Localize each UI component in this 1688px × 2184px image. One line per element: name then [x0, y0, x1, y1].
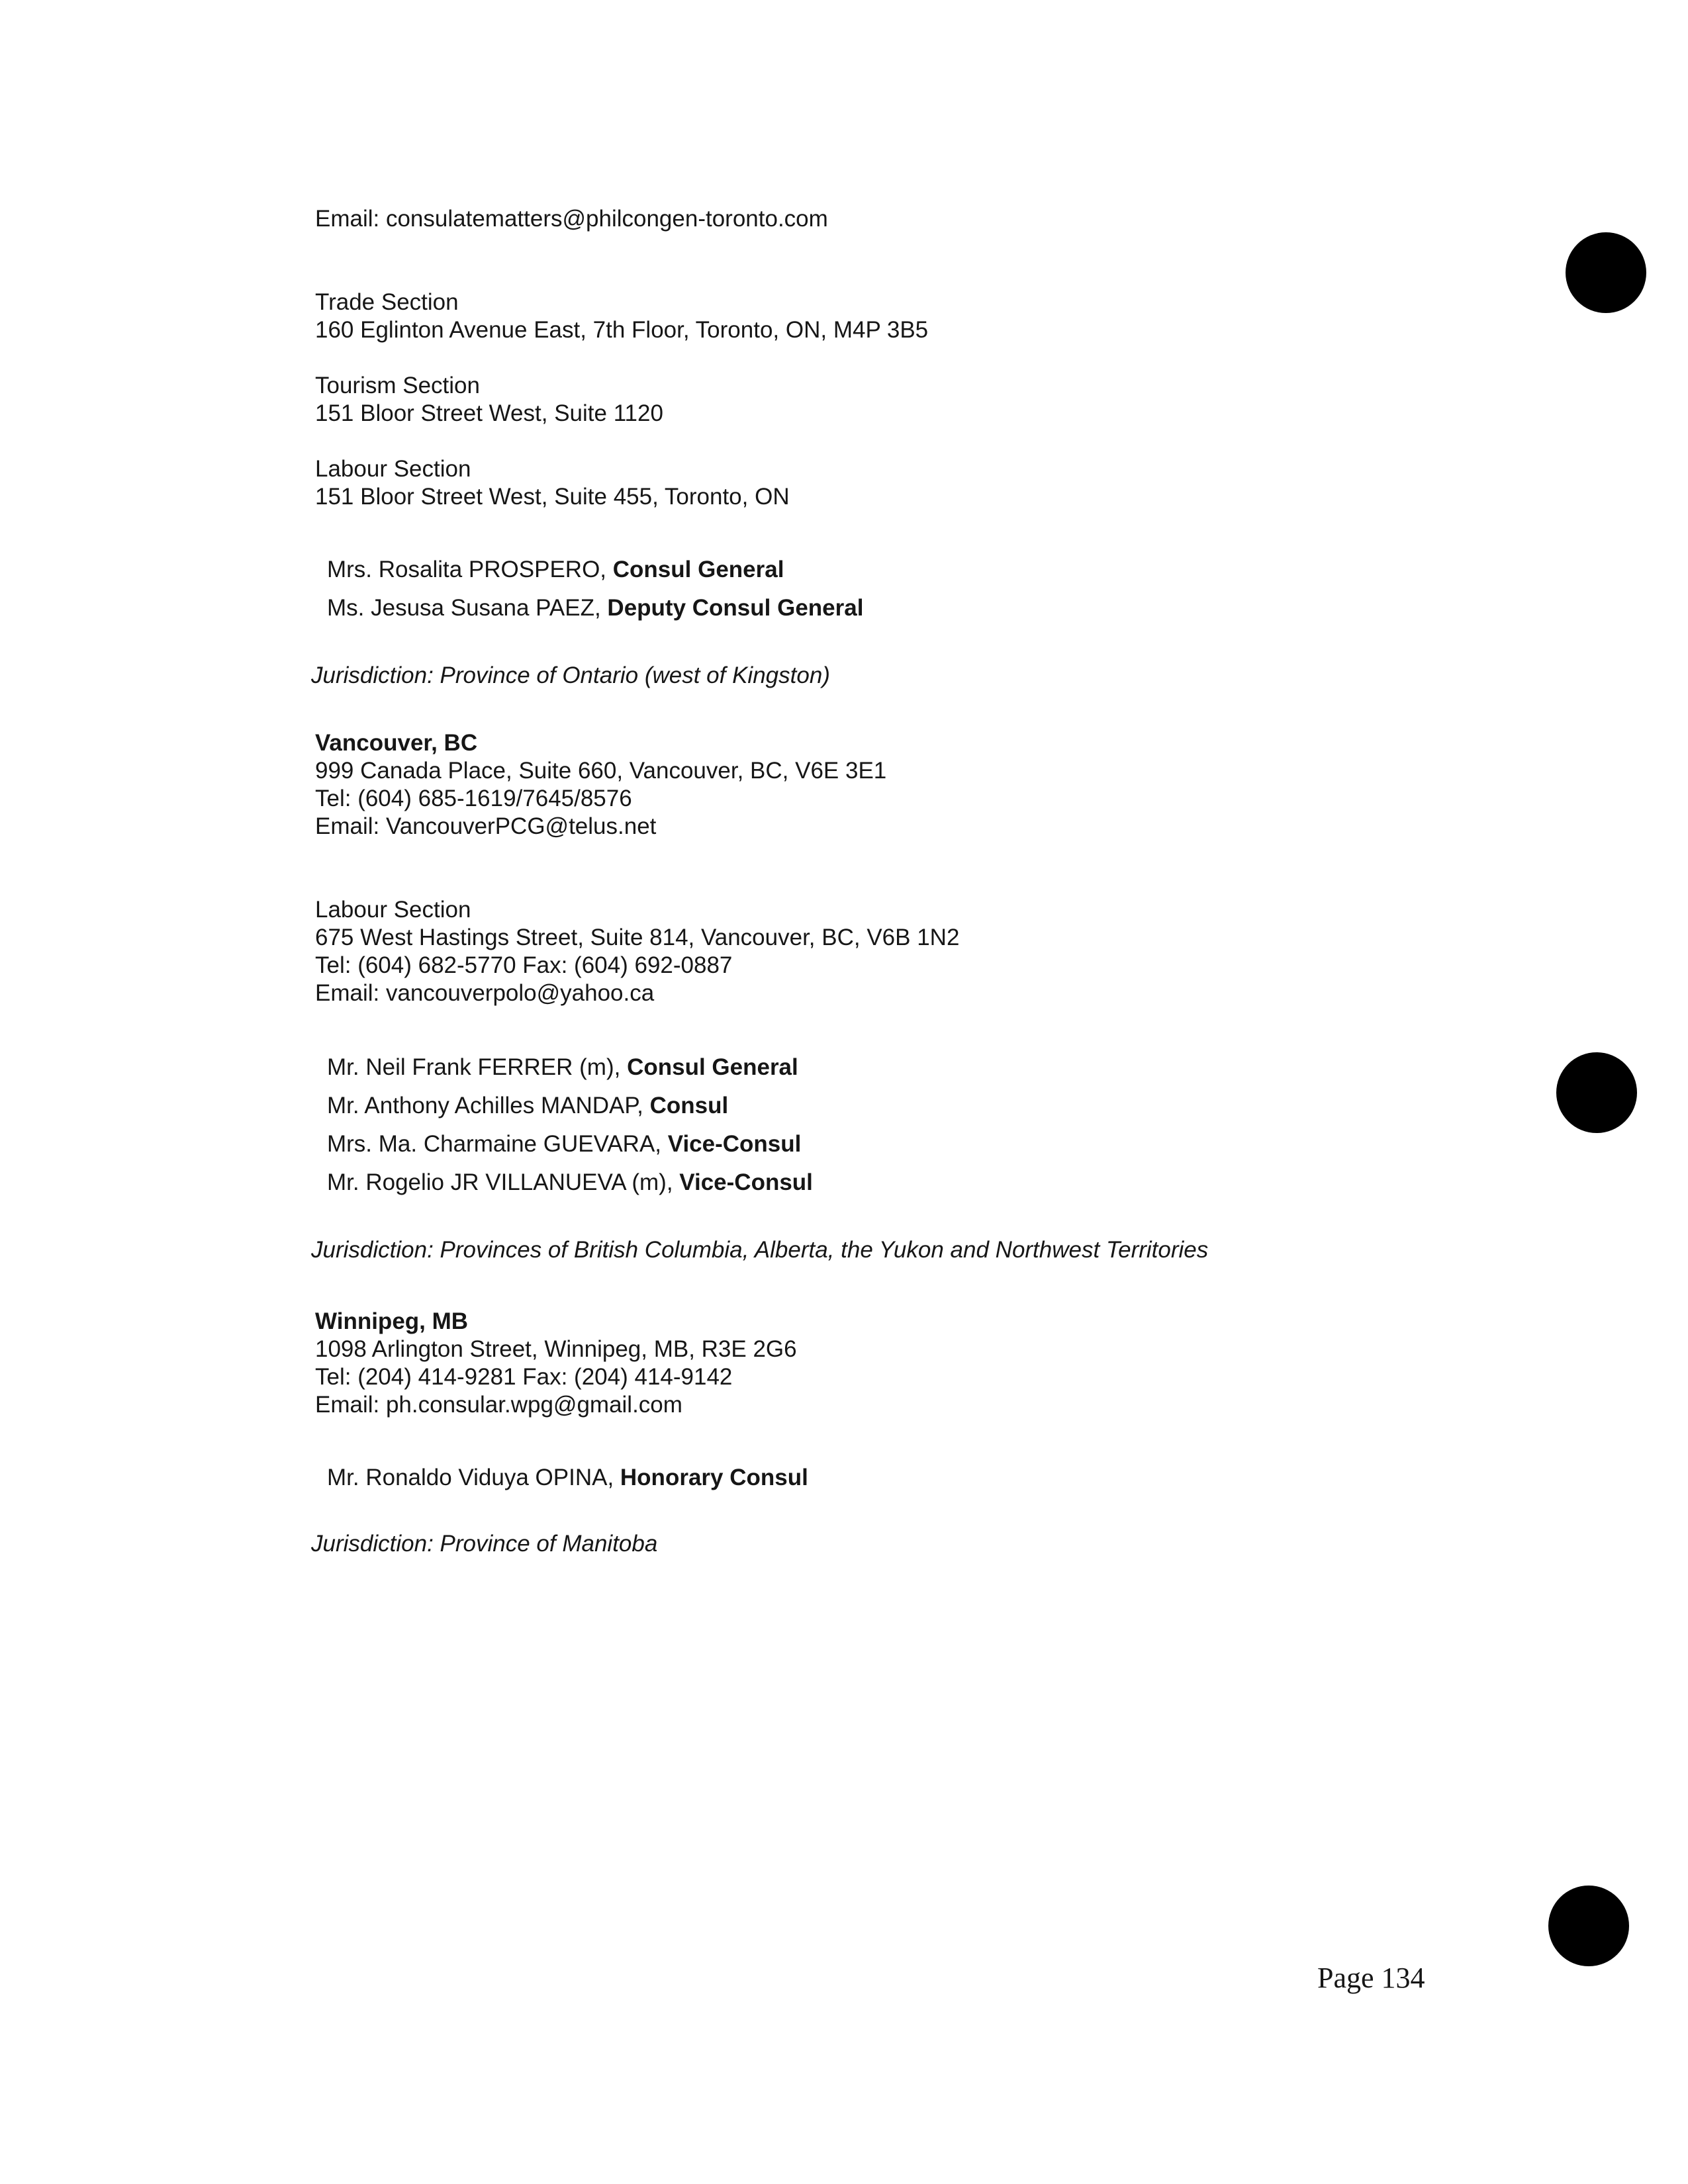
- toronto-tourism-section-address: 151 Bloor Street West, Suite 1120: [315, 400, 663, 426]
- toronto-trade-section-address: 160 Eglinton Avenue East, 7th Floor, Toronto, ON, M4P 3B5: [315, 317, 929, 343]
- winnipeg-heading: Winnipeg, MB: [315, 1308, 469, 1334]
- winnipeg-jurisdiction: Jurisdiction: Province of Manitoba: [311, 1531, 658, 1557]
- toronto-tourism-section-title: Tourism Section: [315, 373, 480, 398]
- vancouver-heading: Vancouver, BC: [315, 730, 478, 756]
- vancouver-tel: Tel: (604) 685-1619/7645/8576: [315, 786, 632, 811]
- vancouver-official: Mr. Neil Frank FERRER (m), Consul General: [327, 1054, 798, 1080]
- toronto-official: Mrs. Rosalita PROSPERO, Consul General: [327, 557, 784, 582]
- winnipeg-official: Mr. Ronaldo Viduya OPINA, Honorary Consul: [327, 1465, 808, 1490]
- punch-hole-top: [1566, 232, 1646, 313]
- vancouver-labour-section-title: Labour Section: [315, 897, 471, 923]
- vancouver-labour-section-tel: Tel: (604) 682-5770 Fax: (604) 692-0887: [315, 952, 733, 978]
- winnipeg-address: 1098 Arlington Street, Winnipeg, MB, R3E 2G6: [315, 1336, 797, 1362]
- vancouver-address: 999 Canada Place, Suite 660, Vancouver, BC, V6E 3E1: [315, 758, 887, 784]
- punch-hole-bottom: [1548, 1886, 1629, 1966]
- vancouver-email: Email: VancouverPCG@telus.net: [315, 813, 657, 839]
- vancouver-official: Mr. Anthony Achilles MANDAP, Consul: [327, 1093, 729, 1118]
- toronto-labour-section-title: Labour Section: [315, 456, 471, 482]
- toronto-official: Ms. Jesusa Susana PAEZ, Deputy Consul General: [327, 595, 864, 621]
- toronto-labour-section-address: 151 Bloor Street West, Suite 455, Toronto, ON: [315, 484, 790, 510]
- page-number: Page 134: [1317, 1962, 1425, 1994]
- vancouver-labour-section-address: 675 West Hastings Street, Suite 814, Vancouver, BC, V6B 1N2: [315, 925, 960, 950]
- vancouver-labour-section-email: Email: vancouverpolo@yahoo.ca: [315, 980, 655, 1006]
- toronto-jurisdiction: Jurisdiction: Province of Ontario (west of Kingston): [311, 662, 830, 688]
- winnipeg-tel: Tel: (204) 414-9281 Fax: (204) 414-9142: [315, 1364, 733, 1390]
- toronto-email: Email: consulatematters@philcongen-toronto.com: [315, 206, 828, 232]
- vancouver-jurisdiction: Jurisdiction: Provinces of British Columbia, Alberta, the Yukon and Northwest Territories: [311, 1237, 1209, 1263]
- toronto-trade-section-title: Trade Section: [315, 289, 459, 315]
- vancouver-official: Mrs. Ma. Charmaine GUEVARA, Vice-Consul: [327, 1131, 802, 1157]
- winnipeg-email: Email: ph.consular.wpg@gmail.com: [315, 1392, 682, 1418]
- vancouver-official: Mr. Rogelio JR VILLANUEVA (m), Vice-Consul: [327, 1169, 813, 1195]
- punch-hole-middle: [1556, 1052, 1637, 1133]
